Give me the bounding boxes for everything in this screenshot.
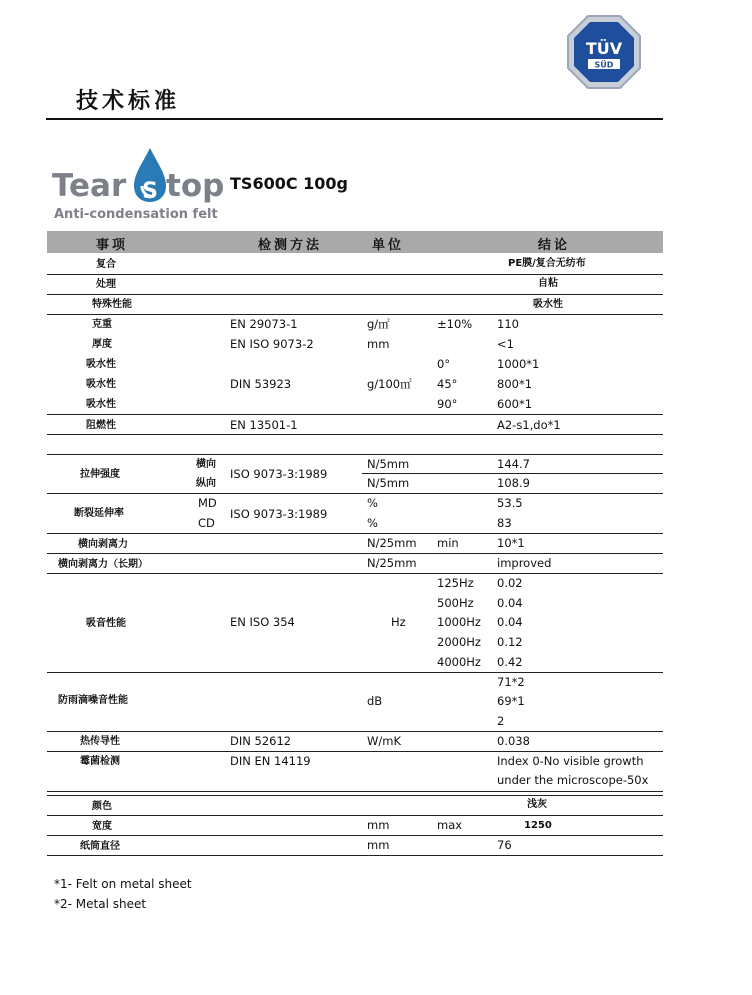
row-extra: max xyxy=(437,818,463,832)
row-label: 横向剥离力 xyxy=(78,539,128,550)
row-method: DIN 53923 xyxy=(230,377,292,391)
frequency: 125Hz xyxy=(437,576,474,590)
row-label: 阻燃性 xyxy=(86,420,116,431)
row-label: 纸筒直径 xyxy=(80,841,120,852)
frequency: 1000Hz xyxy=(437,615,481,629)
row-divider xyxy=(47,672,663,673)
row-value: 800*1 xyxy=(497,377,533,391)
row-value: 0.04 xyxy=(497,596,523,610)
row-value: 浅灰 xyxy=(527,799,547,810)
row-unit: mm xyxy=(367,818,390,832)
frequency: 4000Hz xyxy=(437,655,481,669)
row-label: 吸水性 xyxy=(86,399,116,410)
row-value: 0.02 xyxy=(497,576,523,590)
row-label: 颜色 xyxy=(92,801,112,812)
column-header-method: 检测方法 xyxy=(258,238,323,253)
row-unit: N/5mm xyxy=(367,476,410,490)
column-header-item: 事项 xyxy=(96,238,129,253)
footnote: *2- Metal sheet xyxy=(54,897,147,911)
row-unit: N/25mm xyxy=(367,536,417,550)
row-unit: mm xyxy=(367,337,390,351)
row-result: 吸水性 xyxy=(533,299,563,310)
row-value: Index 0-No visible growth xyxy=(497,754,644,768)
row-divider xyxy=(47,731,663,732)
row-unit: % xyxy=(367,496,378,510)
row-divider xyxy=(47,553,663,554)
row-divider xyxy=(47,751,663,752)
frequency: 2000Hz xyxy=(437,635,481,649)
tuv-text: TÜV xyxy=(585,39,623,58)
page-title: 技术标准 xyxy=(76,89,181,114)
row-method: ISO 9073-3:1989 xyxy=(230,507,328,521)
row-unit: N/5mm xyxy=(367,457,410,471)
row-divider xyxy=(47,454,663,455)
row-divider xyxy=(47,855,663,856)
brand-swoosh-letter: S xyxy=(142,179,158,204)
row-label: 拉伸强度 xyxy=(80,469,120,480)
row-value: 0.038 xyxy=(497,734,530,748)
footnote: *1- Felt on metal sheet xyxy=(54,877,192,891)
tuv-sud-logo xyxy=(566,14,642,90)
row-label: 防雨滴噪音性能 xyxy=(58,695,128,706)
row-value: 0.04 xyxy=(497,615,523,629)
row-angle: 0° xyxy=(437,357,451,371)
row-divider xyxy=(47,573,663,574)
product-name: TS600C 100g xyxy=(230,174,348,193)
row-label: 霉菌检测 xyxy=(80,756,120,767)
row-value: improved xyxy=(497,556,552,570)
row-value: 76 xyxy=(497,838,512,852)
column-header-unit: 单位 xyxy=(372,238,405,253)
row-divider xyxy=(47,815,663,816)
row-unit: % xyxy=(367,516,378,530)
row-angle: 90° xyxy=(437,397,458,411)
row-method: DIN 52612 xyxy=(230,734,292,748)
row-label: 吸水性 xyxy=(86,379,116,390)
row-value: 2 xyxy=(497,714,505,728)
row-divider xyxy=(47,791,663,792)
row-method: EN ISO 354 xyxy=(230,615,295,629)
row-method: EN 29073-1 xyxy=(230,317,298,331)
row-unit: g/㎡ xyxy=(367,317,390,331)
row-label: 横向剥离力（长期） xyxy=(58,559,148,570)
row-label: 吸水性 xyxy=(86,359,116,370)
row-result: 自粘 xyxy=(538,278,558,289)
row-result: PE膜/复合无纺布 xyxy=(508,258,586,269)
brand-word-left: Tear xyxy=(52,168,127,204)
row-direction: 横向 xyxy=(196,459,216,470)
column-header-result: 结论 xyxy=(538,238,571,253)
sud-text: SÜD xyxy=(594,60,614,70)
row-label: 热传导性 xyxy=(80,736,120,747)
tuv-octagon-icon xyxy=(566,14,642,90)
row-value: 144.7 xyxy=(497,457,530,471)
row-value: under the microscope-50x xyxy=(497,773,649,787)
table-header-bar xyxy=(47,231,663,253)
row-value: 53.5 xyxy=(497,496,523,510)
row-unit: N/25mm xyxy=(367,556,417,570)
row-angle: 45° xyxy=(437,377,458,391)
tearstop-logo xyxy=(52,146,225,228)
frequency: 500Hz xyxy=(437,596,474,610)
row-value: A2-s1,do*1 xyxy=(497,418,561,432)
row-label: 处理 xyxy=(96,279,116,290)
row-divider xyxy=(47,493,663,494)
row-value: <1 xyxy=(497,337,514,351)
row-value: 83 xyxy=(497,516,512,530)
row-label: 复合 xyxy=(96,259,116,270)
row-value: 108.9 xyxy=(497,476,530,490)
title-divider xyxy=(46,118,663,120)
row-value: 0.12 xyxy=(497,635,523,649)
brand-tagline: Anti-condensation felt xyxy=(54,207,218,222)
row-method: DIN EN 14119 xyxy=(230,754,311,768)
row-label: 厚度 xyxy=(92,339,112,350)
row-label: 断裂延伸率 xyxy=(74,508,124,519)
row-label: 宽度 xyxy=(92,821,112,832)
row-divider xyxy=(47,835,663,836)
row-divider xyxy=(47,274,663,275)
row-value: 69*1 xyxy=(497,694,525,708)
row-value: 1000*1 xyxy=(497,357,540,371)
row-unit: g/100㎡ xyxy=(367,377,412,391)
row-divider xyxy=(47,533,663,534)
row-method: ISO 9073-3:1989 xyxy=(230,467,328,481)
row-direction: MD xyxy=(198,496,217,510)
sub-row-divider xyxy=(362,473,663,474)
row-label: 吸音性能 xyxy=(86,618,126,629)
row-divider xyxy=(47,795,663,796)
row-divider xyxy=(47,314,663,315)
row-method: EN ISO 9073-2 xyxy=(230,337,314,351)
row-unit: mm xyxy=(367,838,390,852)
row-value: 600*1 xyxy=(497,397,533,411)
brand-word-right: top xyxy=(166,168,225,204)
row-direction: 纵向 xyxy=(196,478,216,489)
row-divider xyxy=(47,434,663,435)
row-value: 110 xyxy=(497,317,519,331)
water-drop-icon xyxy=(130,146,170,204)
row-label: 特殊性能 xyxy=(92,299,132,310)
row-value: 71*2 xyxy=(497,675,525,689)
row-unit: dB xyxy=(367,694,383,708)
row-method: EN 13501-1 xyxy=(230,418,298,432)
row-value: 1250 xyxy=(524,820,552,831)
row-divider xyxy=(47,414,663,415)
row-unit: W/mK xyxy=(367,734,401,748)
row-label: 克重 xyxy=(92,319,112,330)
row-direction: CD xyxy=(198,516,215,530)
row-value: 10*1 xyxy=(497,536,525,550)
row-unit: Hz xyxy=(391,615,406,629)
row-divider xyxy=(47,294,663,295)
row-tolerance: ±10% xyxy=(437,317,473,331)
row-value: 0.42 xyxy=(497,655,523,669)
row-extra: min xyxy=(437,536,459,550)
